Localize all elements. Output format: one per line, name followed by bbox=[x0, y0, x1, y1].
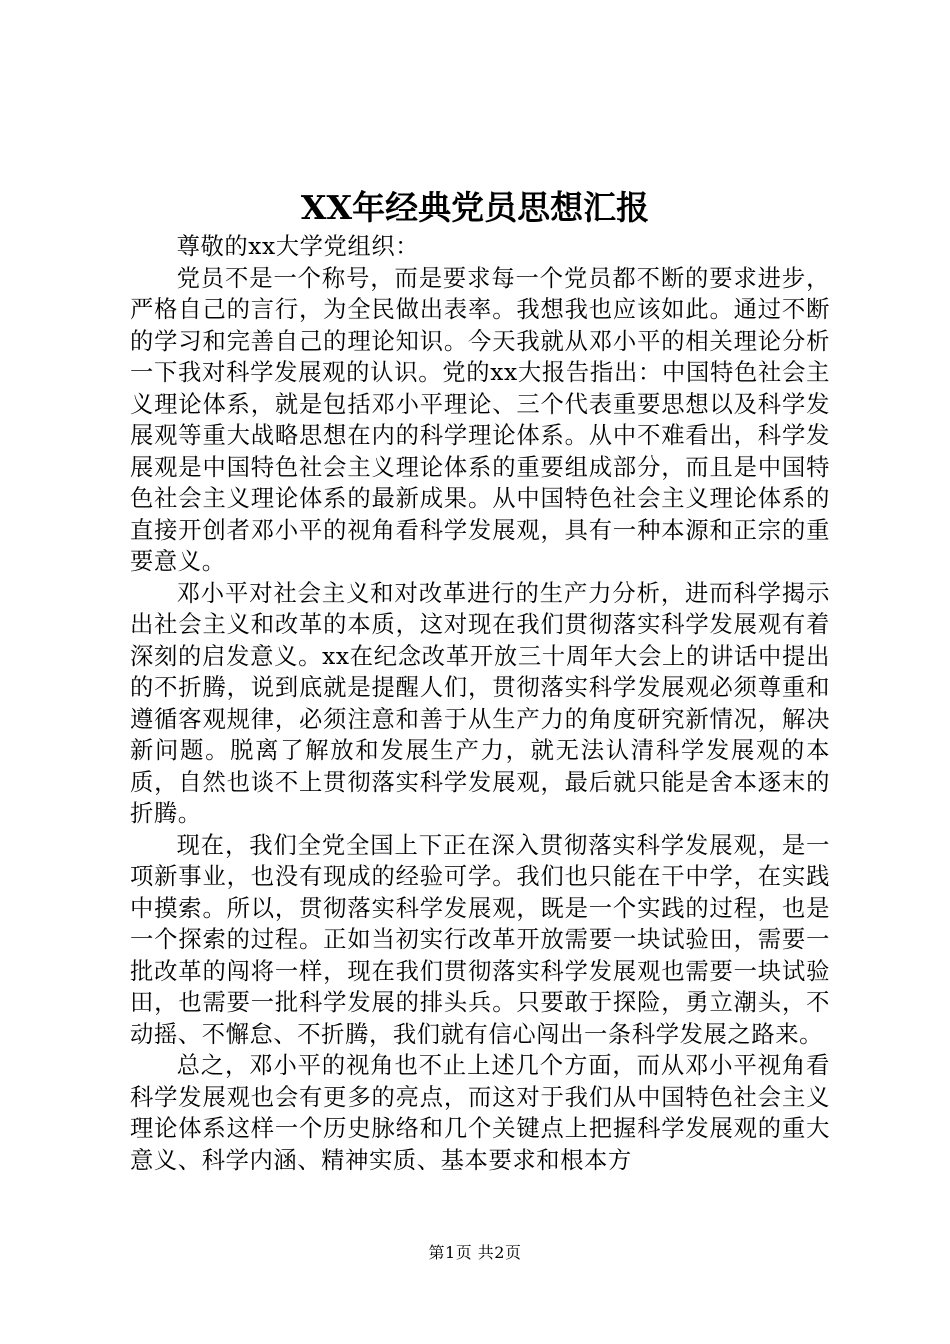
page-number-footer: 第1页 共2页 bbox=[428, 1243, 522, 1262]
paragraph-2: 邓小平对社会主义和对改革进行的生产力分析，进而科学揭示出社会主义和改革的本质，这对现在我们贯彻落实科学发展观有着深刻的启发意义。xx在纪念改革开放三十周年大会上的讲话中提出的不折腾，说到底就是提醒人们，贯彻落实科学发展观必须尊重和遵循客观规律，必须注意和善于从生产力的角度研究新情况，解决新问题。脱离了解放和发展生产力，就无法认清科学发展观的本质，自然也谈不上贯彻落实科学发展观，最后就只能是舍本逐末的折腾。 bbox=[130, 579, 830, 827]
paragraph-4: 总之，邓小平的视角也不止上述几个方面，而从邓小平视角看科学发展观也会有更多的亮点，而这对于我们从中国特色社会主义理论体系这样一个历史脉络和几个关键点上把握科学发展观的重大意义、科学内涵、精神实质、基本要求和根本方 bbox=[130, 1052, 830, 1174]
document-body bbox=[130, 231, 830, 1176]
salutation: 尊敬的xx大学党组织： bbox=[176, 233, 420, 260]
paragraph-1: 党员不是一个称号，而是要求每一个党员都不断的要求进步，严格自己的言行，为全民做出表率。我想我也应该如此。通过不断的学习和完善自己的理论知识。今天我就从邓小平的相关理论分析一下我对科学发展观的认识。党的xx大报告指出：中国特色社会主义理论体系，就是包括邓小平理论、三个代表重要思想以及科学发展观等重大战略思想在内的科学理论体系。从中不难看出，科学发展观是中国特色社会主义理论体系的重要组成部分，而且是中国特色社会主义理论体系的最新成果。从中国特色社会主义理论体系的直接开创者邓小平的视角看科学发展观，具有一种本源和正宗的重要意义。 bbox=[130, 264, 830, 575]
paragraph-3: 现在，我们全党全国上下正在深入贯彻落实科学发展观，是一项新事业，也没有现成的经验可学。我们也只能在干中学，在实践中摸索。所以，贯彻落实科学发展观，既是一个实践的过程，也是一个探索的过程。正如当初实行改革开放需要一块试验田，需要一批改革的闯将一样，现在我们贯彻落实科学发展观也需要一块试验田，也需要一批科学发展的排头兵。只要敢于探险，勇立潮头，不动摇、不懈怠、不折腾，我们就有信心闯出一条科学发展之路来。 bbox=[130, 831, 830, 1048]
document-title: XX年经典党员思想汇报 bbox=[300, 188, 650, 227]
